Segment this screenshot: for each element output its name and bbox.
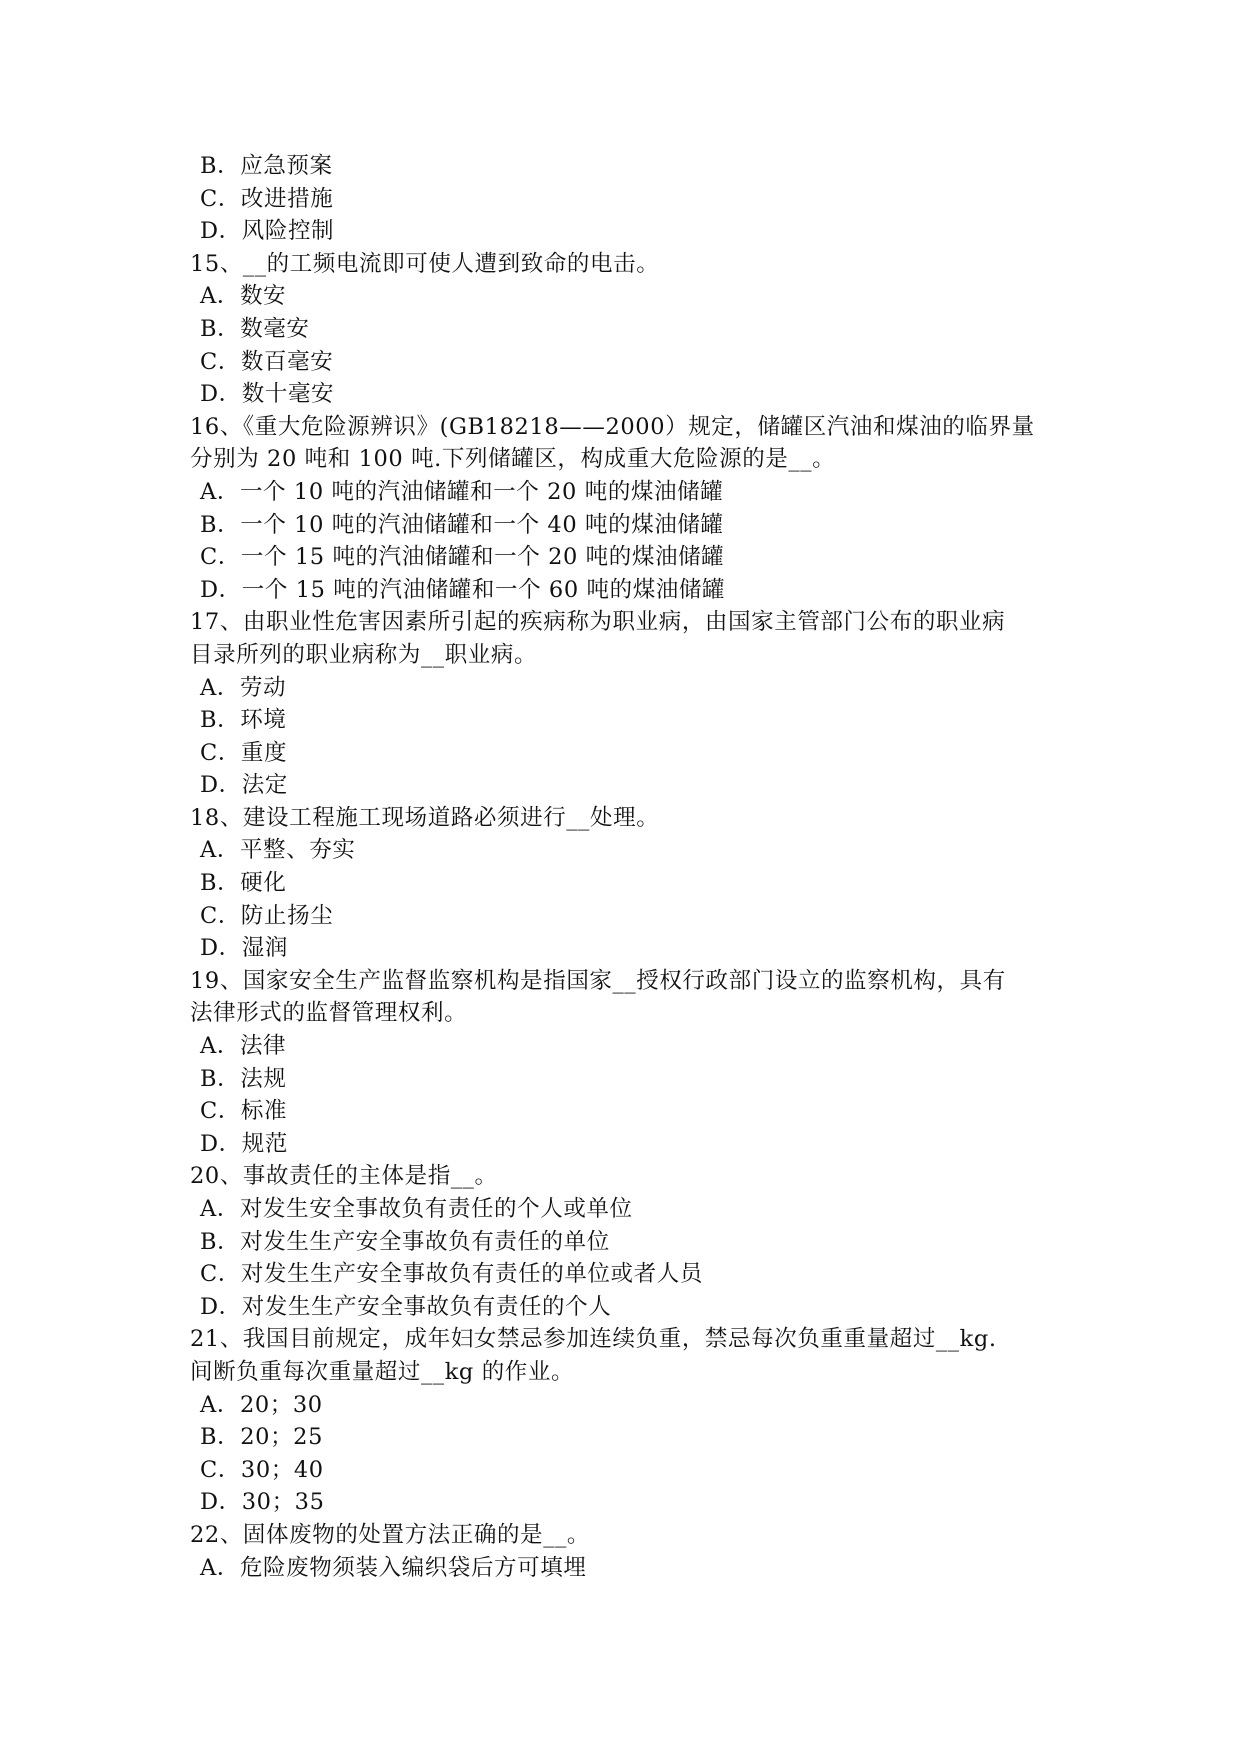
answer-option-line: A．危险废物须装入编织袋后方可填埋 [200, 1554, 587, 1581]
answer-option-line: D．规范 [200, 1130, 288, 1157]
answer-option-line: B．应急预案 [200, 153, 333, 179]
question-text-line: 分别为 20 吨和 100 吨.下列储罐区，构成重大危险源的是__。 [190, 446, 836, 473]
answer-option-line: D．一个 15 吨的汽油储罐和一个 60 吨的煤油储罐 [200, 576, 726, 603]
answer-option-line: B．对发生生产安全事故负有责任的单位 [200, 1228, 610, 1255]
answer-option-line: C．改进措施 [200, 185, 334, 212]
answer-option-line: A．一个 10 吨的汽油储罐和一个 20 吨的煤油储罐 [200, 478, 724, 505]
answer-option-line: D．30；35 [200, 1489, 325, 1516]
answer-option-line: B．一个 10 吨的汽油储罐和一个 40 吨的煤油储罐 [200, 511, 724, 538]
answer-option-line: C．对发生生产安全事故负有责任的单位或者人员 [200, 1261, 703, 1288]
answer-option-line: D．对发生生产安全事故负有责任的个人 [200, 1293, 612, 1320]
question-text-line: 17、由职业性危害因素所引起的疾病称为职业病，由国家主管部门公布的职业病 [190, 609, 1006, 636]
answer-option-line: B．环境 [200, 707, 287, 734]
answer-option-line: A．对发生安全事故负有责任的个人或单位 [200, 1196, 633, 1222]
answer-option-line: A．劳动 [200, 674, 287, 701]
answer-option-line: A．法律 [200, 1033, 287, 1060]
answer-option-line: B．数毫安 [200, 315, 310, 342]
question-text-line: 20、事故责任的主体是指__。 [190, 1163, 498, 1190]
exam-question-text [190, 150, 1060, 1584]
question-text-line: 21、我国目前规定，成年妇女禁忌参加连续负重，禁忌每次负重重量超过__kg. [190, 1326, 997, 1353]
answer-option-line: C．30；40 [200, 1456, 324, 1483]
question-text-line: 18、建设工程施工现场道路必须进行__处理。 [190, 804, 660, 831]
answer-option-line: B．硬化 [200, 870, 287, 897]
answer-option-line: D．风险控制 [200, 218, 335, 245]
question-text-line: 22、固体废物的处置方法正确的是__。 [190, 1521, 591, 1548]
answer-option-line: B．20；25 [200, 1424, 323, 1451]
question-text-line: 间断负重每次重量超过__kg 的作业。 [190, 1358, 575, 1385]
answer-option-line: C．重度 [200, 739, 288, 766]
answer-option-line: C．标准 [200, 1098, 288, 1125]
question-text-line: 16、《重大危险源辨识》(GB18218——2000）规定，储罐区汽油和煤油的临界量 [190, 413, 1035, 440]
question-text-line: 15、__的工频电流即可使人遭到致命的电击。 [190, 250, 660, 277]
question-text-line: 19、国家安全生产监督监察机构是指国家__授权行政部门设立的监察机构，具有 [190, 967, 1006, 994]
answer-option-line: D．湿润 [200, 935, 288, 962]
question-text-line: 目录所列的职业病称为__职业病。 [190, 641, 538, 668]
answer-option-line: D．法定 [200, 772, 288, 799]
answer-option-line: C．数百毫安 [200, 348, 334, 375]
answer-option-line: C．一个 15 吨的汽油储罐和一个 20 吨的煤油储罐 [200, 544, 725, 571]
answer-option-line: B．法规 [200, 1065, 287, 1092]
answer-option-line: C．防止扬尘 [200, 902, 334, 929]
answer-option-line: D．数十毫安 [200, 381, 335, 408]
question-text-line: 法律形式的监督管理权利。 [190, 1000, 468, 1027]
answer-option-line: A．平整、夯实 [200, 837, 356, 864]
answer-option-line: A．数安 [200, 283, 287, 310]
answer-option-line: A．20；30 [200, 1391, 323, 1418]
